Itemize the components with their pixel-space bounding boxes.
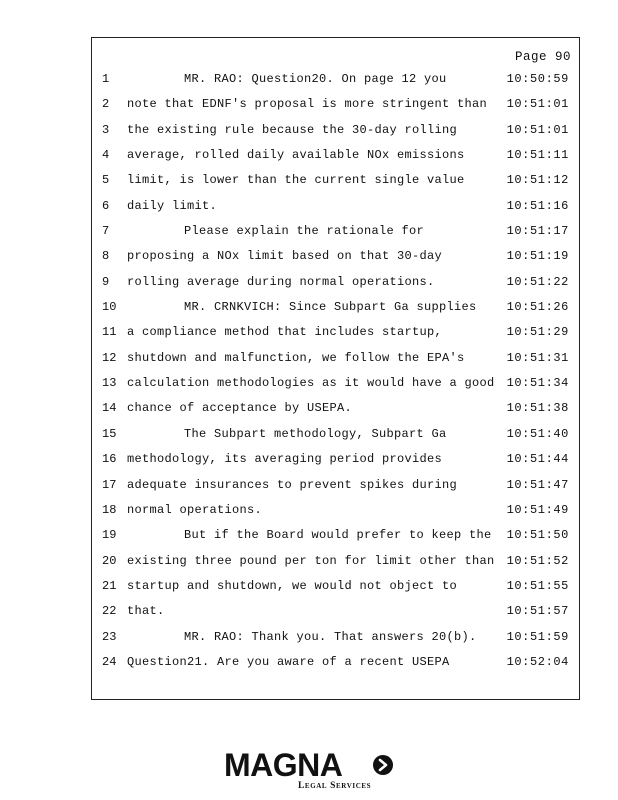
timestamp: 10:52:04 xyxy=(506,654,569,669)
line-text: MR. CRNKVICH: Since Subpart Ga supplies xyxy=(184,300,477,315)
transcript-line xyxy=(92,244,579,269)
line-number: 5 xyxy=(102,173,110,188)
line-text: average, rolled daily available NOx emissions xyxy=(127,148,465,163)
line-number: 19 xyxy=(102,528,117,543)
timestamp: 10:51:17 xyxy=(506,224,569,239)
logo-wordmark: MAGNA xyxy=(224,747,343,783)
line-text: shutdown and malfunction, we follow the EPA's xyxy=(127,350,465,365)
arrow-circle-icon xyxy=(372,754,394,776)
line-text: Please explain the rationale for xyxy=(184,224,425,239)
transcript-line xyxy=(92,143,579,168)
line-text: daily limit. xyxy=(127,198,218,213)
timestamp: 10:51:01 xyxy=(506,97,569,112)
line-number: 18 xyxy=(102,502,117,517)
line-text: note that EDNF's proposal is more stringent than xyxy=(127,97,488,112)
line-number: 6 xyxy=(102,198,110,213)
line-number: 3 xyxy=(102,122,110,137)
transcript-line xyxy=(92,118,579,143)
line-number: 23 xyxy=(102,629,117,644)
transcript-line xyxy=(92,219,579,244)
line-text: Question21. Are you aware of a recent USEPA xyxy=(127,654,450,669)
transcript-line xyxy=(92,346,579,371)
timestamp: 10:51:01 xyxy=(506,122,569,137)
line-number: 20 xyxy=(102,553,117,568)
timestamp: 10:51:40 xyxy=(506,426,569,441)
line-text: rolling average during normal operations. xyxy=(127,274,435,289)
line-text: methodology, its averaging period provides xyxy=(127,452,443,467)
line-number: 1 xyxy=(102,72,110,86)
line-text: the existing rule because the 30-day rolling xyxy=(127,122,458,137)
timestamp: 10:51:19 xyxy=(506,249,569,264)
line-number: 12 xyxy=(102,350,117,365)
transcript-line xyxy=(92,650,579,675)
timestamp: 10:51:59 xyxy=(506,629,569,644)
line-number: 8 xyxy=(102,249,110,264)
timestamp: 10:51:47 xyxy=(506,477,569,492)
timestamp: 10:51:16 xyxy=(506,198,569,213)
line-number: 13 xyxy=(102,376,117,391)
line-number: 14 xyxy=(102,401,117,416)
timestamp: 10:51:29 xyxy=(506,325,569,340)
line-text: startup and shutdown, we would not object to xyxy=(127,578,458,593)
line-text: But if the Board would prefer to keep the xyxy=(184,528,492,543)
transcript-line xyxy=(92,396,579,421)
line-number: 21 xyxy=(102,578,117,593)
line-number: 17 xyxy=(102,477,117,492)
line-number: 9 xyxy=(102,274,110,289)
line-text: proposing a NOx limit based on that 30-day xyxy=(127,249,443,264)
timestamp: 10:51:55 xyxy=(506,578,569,593)
timestamp: 10:51:31 xyxy=(506,350,569,365)
line-number: 22 xyxy=(102,604,117,619)
line-text: limit, is lower than the current single value xyxy=(127,173,465,188)
line-text: a compliance method that includes startup, xyxy=(127,325,443,340)
timestamp: 10:51:57 xyxy=(506,604,569,619)
transcript-line xyxy=(92,422,579,447)
magna-logo xyxy=(224,748,396,794)
timestamp: 10:51:11 xyxy=(506,148,569,163)
transcript-line xyxy=(92,447,579,472)
line-number: 10 xyxy=(102,300,117,315)
transcript-line xyxy=(92,498,579,523)
logo-subtitle: Legal Services xyxy=(298,781,372,791)
line-number: 11 xyxy=(102,325,117,340)
transcript-lines xyxy=(92,67,579,675)
line-text: that. xyxy=(127,604,165,619)
timestamp: 10:51:26 xyxy=(506,300,569,315)
transcript-line xyxy=(92,194,579,219)
timestamp: 10:51:22 xyxy=(506,274,569,289)
line-number: 16 xyxy=(102,452,117,467)
transcript-line xyxy=(92,270,579,295)
transcript-page xyxy=(91,37,580,700)
transcript-line xyxy=(92,599,579,624)
line-number: 24 xyxy=(102,654,117,669)
transcript-line xyxy=(92,549,579,574)
transcript-line xyxy=(92,625,579,650)
transcript-line xyxy=(92,67,579,92)
timestamp: 10:51:44 xyxy=(506,452,569,467)
line-text: normal operations. xyxy=(127,502,263,517)
line-text: The Subpart methodology, Subpart Ga xyxy=(184,426,447,441)
transcript-line xyxy=(92,523,579,548)
line-text: MR. RAO: Question20. On page 12 you xyxy=(184,72,447,86)
transcript-line xyxy=(92,168,579,193)
line-text: adequate insurances to prevent spikes during xyxy=(127,477,458,492)
page-number: Page 90 xyxy=(514,50,571,64)
line-text: calculation methodologies as it would have a good xyxy=(127,376,495,391)
line-number: 7 xyxy=(102,224,110,239)
line-text: chance of acceptance by USEPA. xyxy=(127,401,353,416)
transcript-line xyxy=(92,295,579,320)
line-text: existing three pound per ton for limit other than xyxy=(127,553,495,568)
transcript-line xyxy=(92,473,579,498)
transcript-line xyxy=(92,320,579,345)
timestamp: 10:51:38 xyxy=(506,401,569,416)
timestamp: 10:51:34 xyxy=(506,376,569,391)
line-number: 4 xyxy=(102,148,110,163)
timestamp: 10:51:50 xyxy=(506,528,569,543)
timestamp: 10:51:12 xyxy=(506,173,569,188)
timestamp: 10:51:52 xyxy=(506,553,569,568)
line-number: 15 xyxy=(102,426,117,441)
timestamp: 10:50:59 xyxy=(506,72,569,86)
timestamp: 10:51:49 xyxy=(506,502,569,517)
line-text: MR. RAO: Thank you. That answers 20(b). xyxy=(184,629,477,644)
line-number: 2 xyxy=(102,97,110,112)
transcript-line xyxy=(92,92,579,117)
transcript-line xyxy=(92,371,579,396)
transcript-line xyxy=(92,574,579,599)
